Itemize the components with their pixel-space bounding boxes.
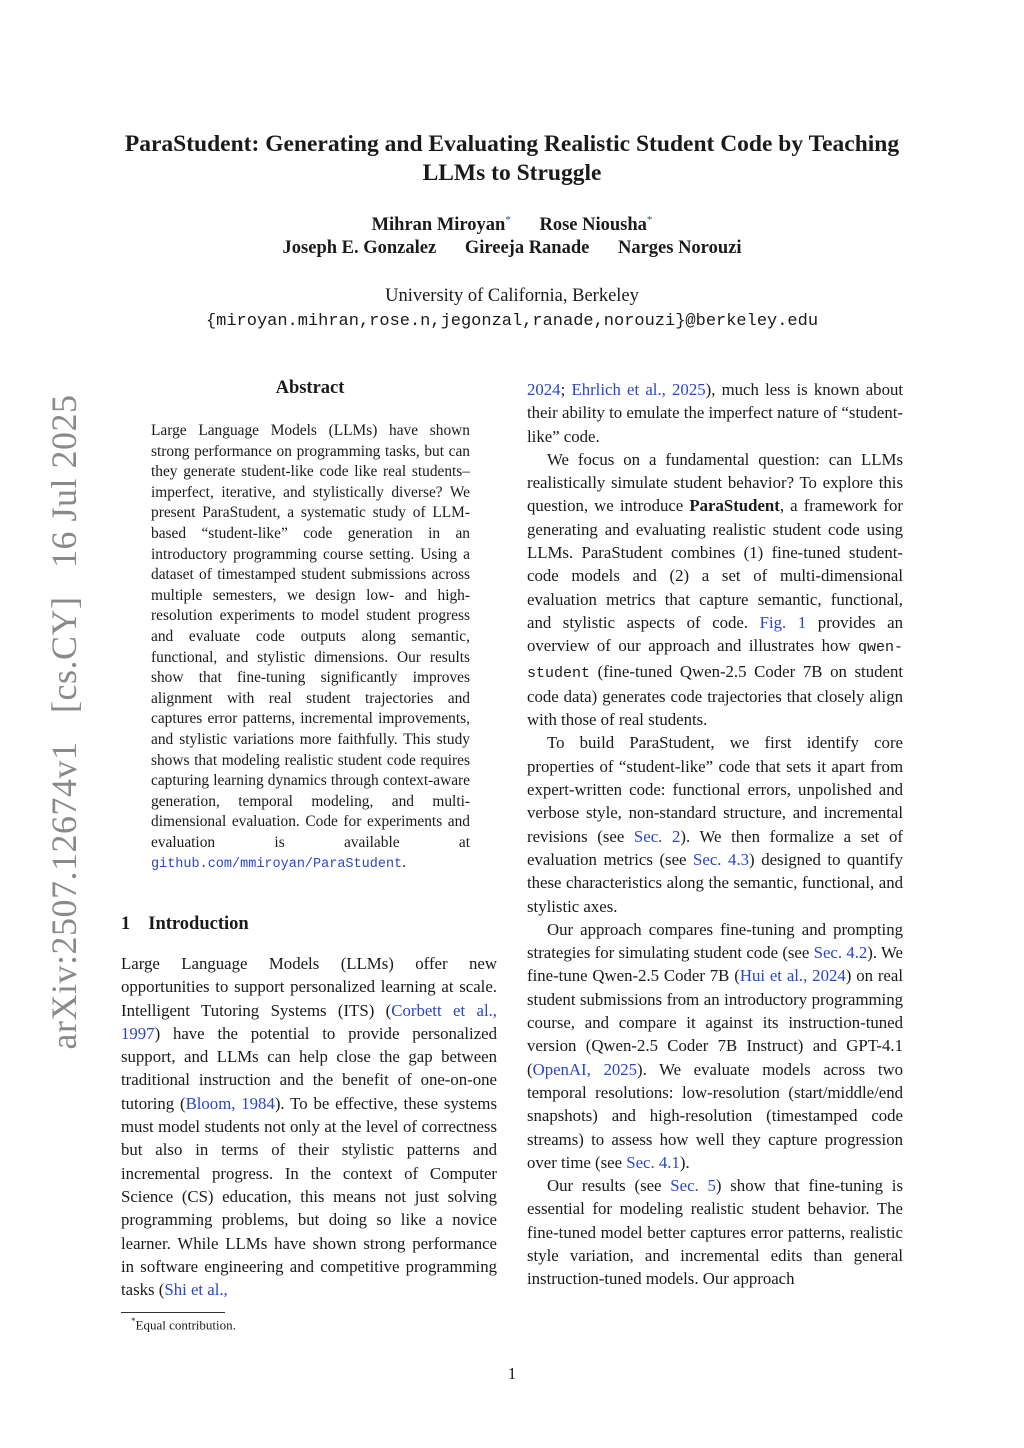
author: Rose Niousha* (539, 214, 653, 236)
author: Joseph E. Gonzalez (282, 238, 437, 258)
paragraph: Our approach compares fine-tuning and prompting strategies for simulating student code (see Sec. 4.2). We fine-tune Qwen-2.5 Coder 7B (Hui et al., 2024) on real student submissions from an introductory programming course, and compare it against its instruction-tuned version (Qwen-2.5 Coder 7B Instruct) and GPT-4.1 (OpenAI, 2025). We evaluate models across two temporal resolutions: low-resolution (start/middle/end snapshots) and high-resolution (timestamped code streams) to assess how well they capture progression over time (see Sec. 4.1). (527, 919, 903, 1172)
figure-link[interactable]: Fig. 1 (759, 612, 807, 632)
affiliation: University of California, Berkeley (385, 286, 639, 306)
citation-link[interactable]: Corbett et al., 1997 (121, 1000, 497, 1043)
paper-title: ParaStudent: Generating and Evaluating Realistic Student Code by Teaching LLMs to Struggle (124, 131, 900, 186)
arxiv-identifier (43, 395, 85, 1050)
author: Narges Norouzi (617, 238, 742, 258)
github-link[interactable]: github.com/mmiroyan/ParaStudent (151, 857, 403, 873)
section-link[interactable]: Sec. 2 (633, 826, 681, 846)
author: Gireeja Ranade (464, 238, 590, 258)
citation-link[interactable]: 2024 (527, 380, 561, 399)
abstract-heading: Abstract (275, 378, 345, 398)
citation-link[interactable]: Ehrlich et al., 2025 (571, 380, 706, 399)
footnote-divider (121, 1312, 225, 1313)
section-heading-introduction: 1 Introduction (121, 914, 249, 934)
arxiv-id: arXiv:2507.12674v1 (44, 741, 84, 1050)
paragraph: Our results (see Sec. 5) show that fine-tuning is essential for modeling realistic student behavior. The fine-tuned model better captures error patterns, realistic style variation, and incremental edits than general instruction-tuned models. Our approach (527, 1176, 903, 1289)
paragraph: We focus on a fundamental question: can LLMs realistically simulate student behavior? To explore this question, we introduce ParaStudent, a framework for generating and evaluating realistic student code using LLMs. ParaStudent combines (1) fine-tuned student-code models and (2) a set of multi-dimensional evaluation metrics that capture semantic, functional, and stylistic aspects of code. Fig. 1 provides an overview of our approach and illustrates how qwen-student (fine-tuned Qwen-2.5 Coder 7B on student code data) generates code trajectories that closely align with those of real students. (527, 449, 904, 730)
paragraph: 2024; Ehrlich et al., 2025), much less is known about their ability to emulate the imperfect nature of “student-like” code. (527, 380, 904, 446)
author-line-1 (120, 214, 904, 236)
paragraph: To build ParaStudent, we first identify core properties of “student-like” code that sets it apart from expert-written code: functional errors, unpolished and verbose style, non-standard structure, and incremental revisions (see Sec. 2). We then formalize a set of evaluation metrics (see Sec. 4.3) designed to quantify these characteristics along the semantic, functional, and stylistic axes. (527, 733, 903, 916)
introduction-paragraph: Large Language Models (LLMs) offer new opportunities to support personalized learning at scale. Intelligent Tutoring Systems (ITS) (Corbett et al., 1997) have the potential to provide personalized support, and LLMs can help close the gap between traditional instruction and the benefit of one-on-one tutoring (Bloom, 1984). To be effective, these systems must model students not only at the level of correctness but also in terms of their stylistic patterns and incremental progress. In the context of Computer Science (CS) education, this means not just solving programming problems, but doing so like a novice learner. While LLMs have shown strong performance in software engineering and competitive programming tasks (Shi et al., (121, 954, 497, 1300)
arxiv-category: [cs.CY] (44, 596, 84, 714)
citation-link[interactable]: OpenAI, 2025 (532, 1059, 638, 1079)
arxiv-date: 16 Jul 2025 (44, 394, 84, 569)
right-column (527, 378, 903, 1291)
abstract-body: Large Language Models (LLMs) have shown strong performance on programming tasks, but can they generate student-like code like real students–imperfect, iterative, and stylistically diverse? We present ParaStudent, a systematic study of LLM-based “student-like” code generation in an introductory programming course setting. Using a dataset of timestamped student submissions across multiple semesters, we design low- and high-resolution experiments to model student progress and evaluate code outputs along semantic, functional, and stylistic dimensions. Our results show that fine-tuning significantly improves alignment with real student trajectories and captures error patterns, incremental improvements, and stylistic variations more faithfully. This study shows that modeling realistic student code requires capturing learning dynamics through context-aware generation, temporal modeling, and multi-dimensional evaluation. Code for experiments and evaluation is available at github.com/mmiroyan/ParaStudent. (151, 422, 470, 873)
section-link[interactable]: Sec. 5 (670, 1176, 716, 1196)
citation-link[interactable]: Bloom, 1984 (185, 1093, 275, 1113)
author: Mihran Miroyan* (371, 214, 511, 236)
page-number: 1 (507, 1364, 517, 1383)
footnote: *Equal contribution. (131, 1316, 236, 1333)
author-emails: {miroyan.mihran,rose.n,jegonzal,ranade,norouzi}@berkeley.edu (205, 312, 819, 331)
section-link[interactable]: Sec. 4.3 (693, 849, 750, 869)
author-line-2 (120, 238, 904, 259)
citation-link[interactable]: Shi et al., (164, 1280, 228, 1300)
section-link[interactable]: Sec. 4.1 (626, 1152, 680, 1172)
citation-link[interactable]: Hui et al., 2024 (739, 966, 846, 986)
section-link[interactable]: Sec. 4.2 (813, 943, 868, 963)
